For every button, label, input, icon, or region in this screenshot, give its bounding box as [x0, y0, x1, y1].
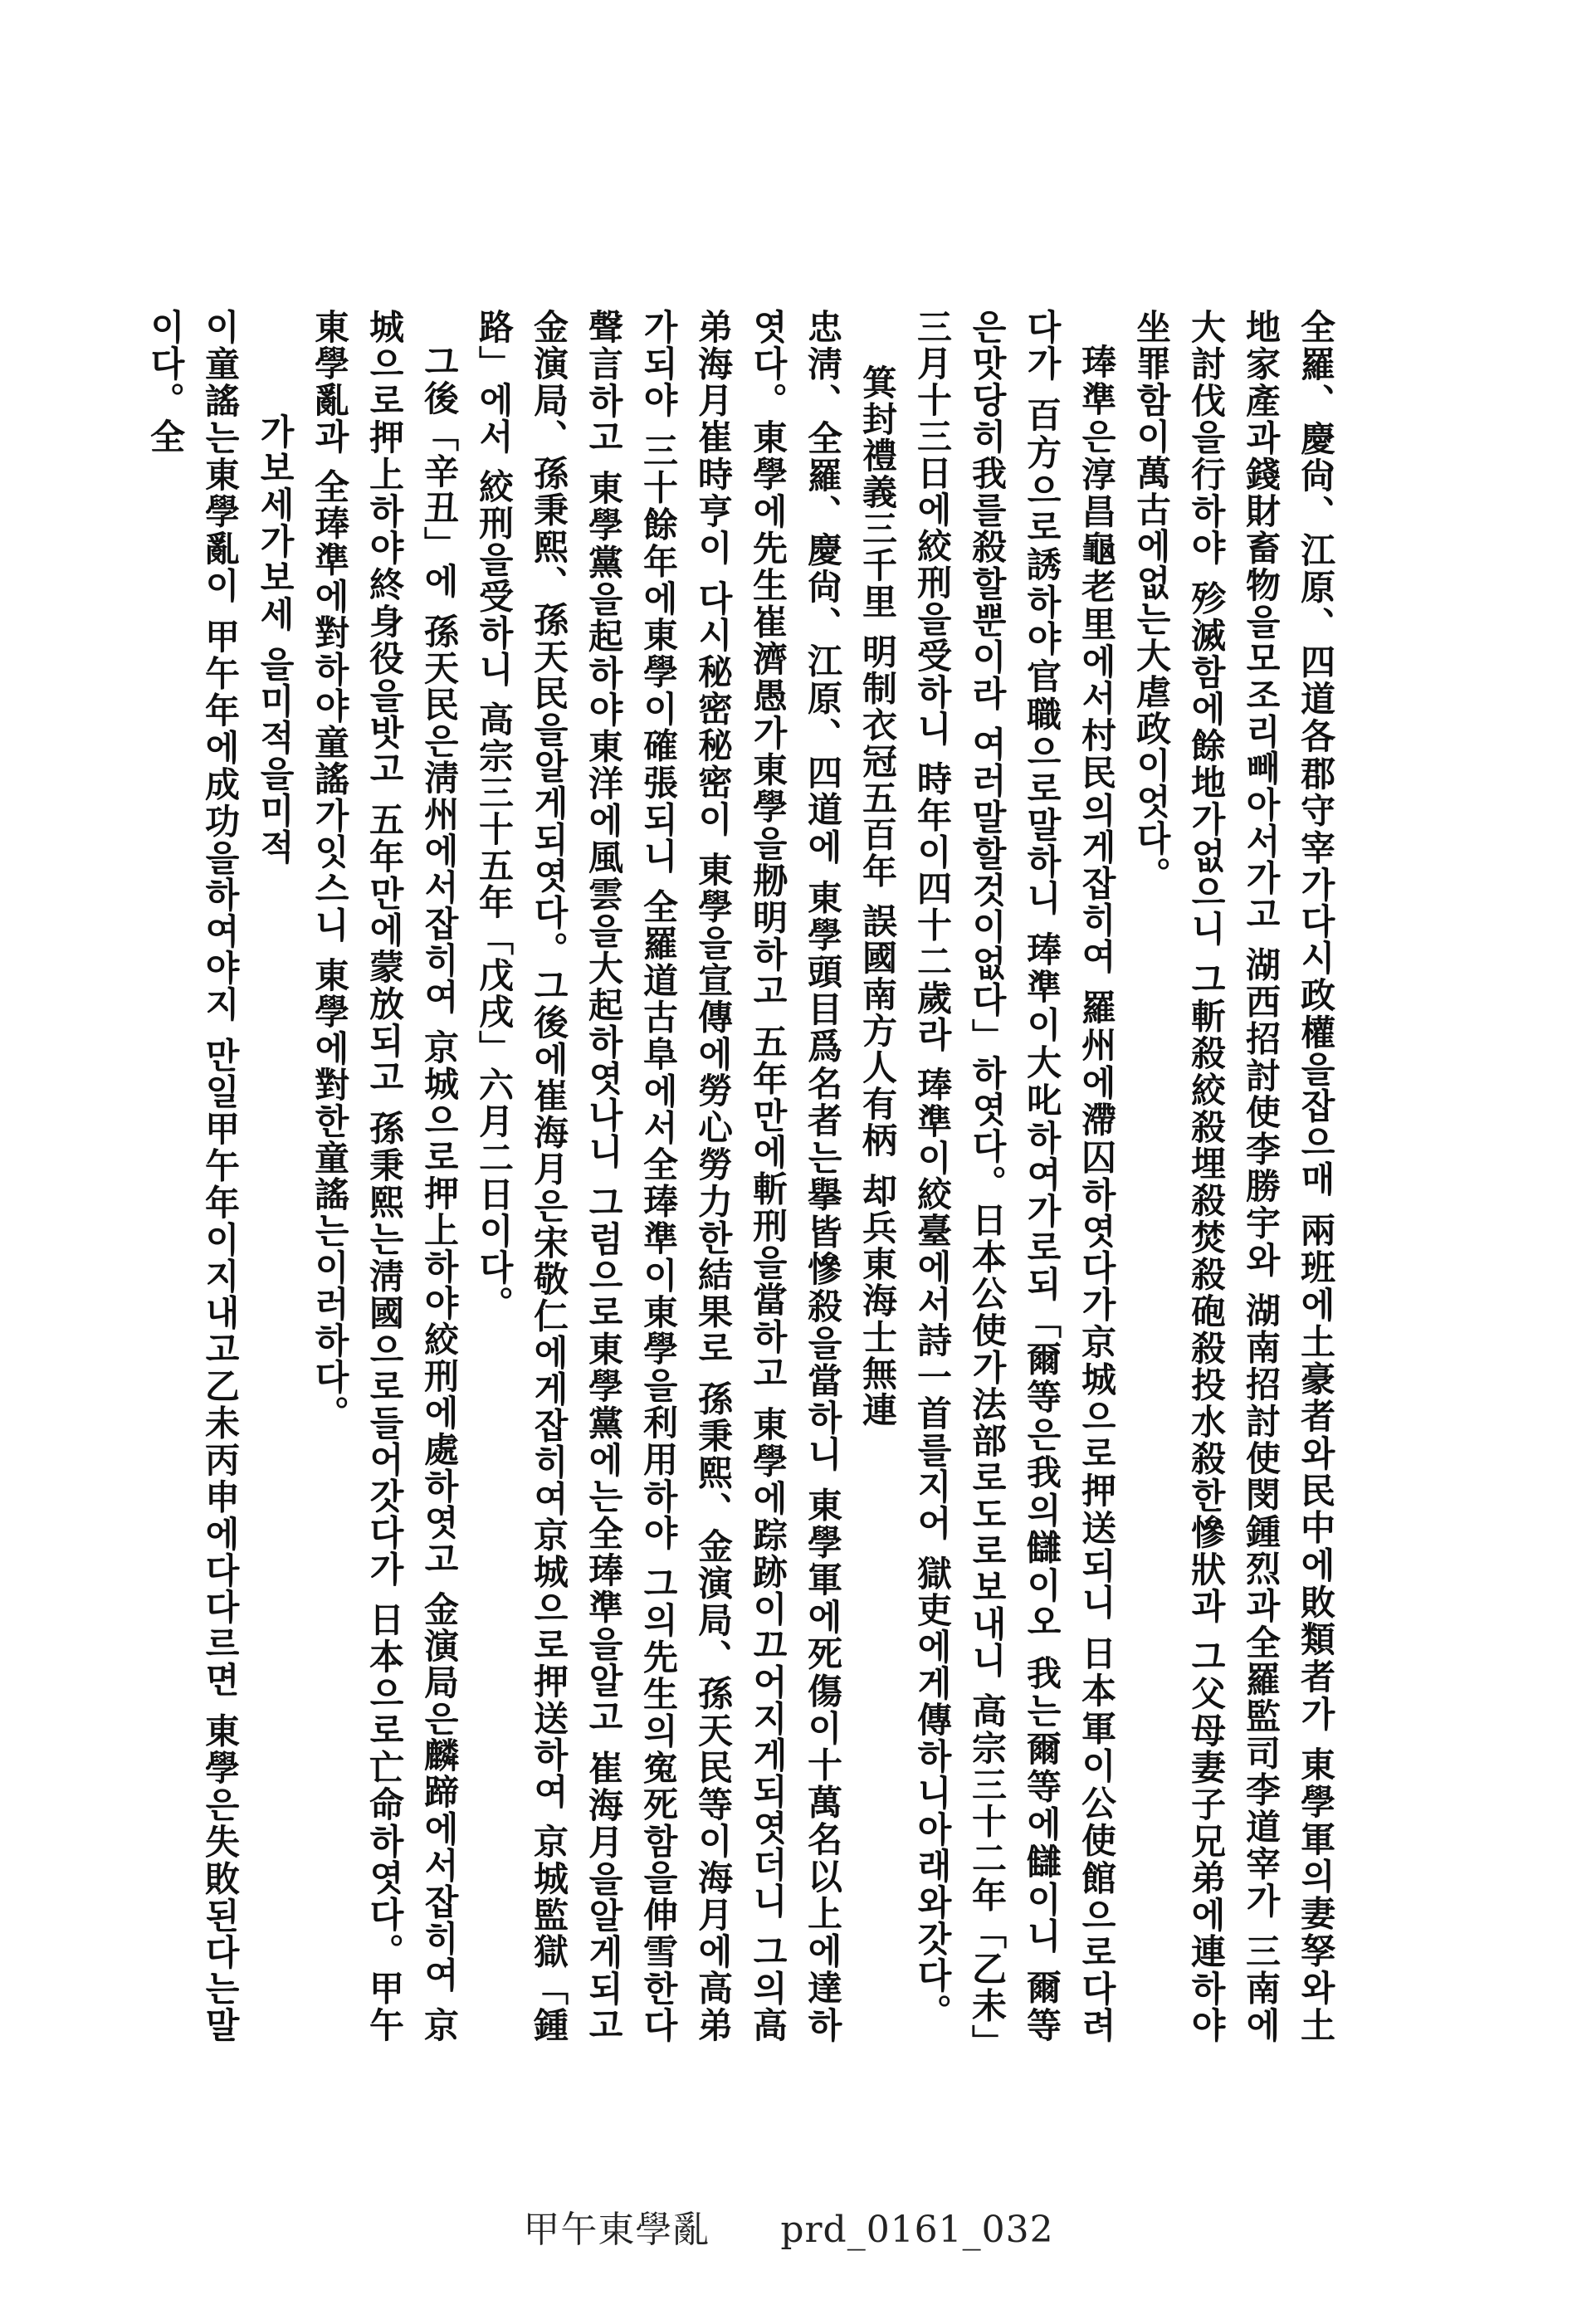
vertical-text-body: [145, 309, 1343, 2043]
paragraph-aftermath: 全羅、慶尙、江原、四道各郡守宰가다시政權을잡으매 兩班에土豪者와民中에敗類者가 東學軍의妻孥와土地家產과錢財畜物을모조리빼아서가고 湖西招討使李勝宇와 湖南招討使閔鍾烈과全羅監司李道宰가 三南에大討伐을行하야 殄滅함에餘地가없으니 그斬殺絞殺埋殺焚殺砲殺投水殺한慘狀과 그父母妻子兄弟에連하야 坐罪함이萬古에없는大虐政이엇다。: [1131, 309, 1336, 2043]
paragraph-closing: 이童謠는東學亂이 甲午年에成功을하여야지 만일甲午年이지내고乙未丙申에다다르면 東學은失敗된다는말이다。全: [145, 309, 241, 2043]
footer-code: prd_0161_032: [780, 2209, 1054, 2251]
page-footer: [0, 2200, 1577, 2253]
paragraph-history: 忠淸、全羅、慶尙、江原、四道에 東學頭目爲名者는擧皆慘殺을當하니 東學軍에死傷이十萬名以上에達하엿다。東學에先生崔濟愚가東學을刱明하고 五年만에斬刑을當하고 東學에踪跡이끄어지게되엿더니 그의高弟海月崔時亨이 다시秘密秘密이 東學을宣傳에勞心勞力한結果로 孫秉熙、金演局、孫天民等이海月에高弟가되야 三十餘年에東學이確張되니 全羅道古阜에서全琫準이東學을利用하야 그의先生의寃死함을伸雪한다聲言하고 東學黨을起하야東洋에風雲을大起하엿나니 그럼으로東學黨에는全琫準을알고 崔海月을알게되고 金演局、孫秉熙、孫天民을알게되엿다。그後에崔海月은宋敬仁에게잡히여京城으로押送하여 京城監獄「鍾路」에서 絞刑을受하니 高宗三十五年「戊戌」六月二日이다。: [474, 309, 843, 2043]
folk-song-line: 가보세가보세 을미적을미적: [255, 413, 295, 866]
footer-title: 甲午東學亂: [523, 2209, 710, 2251]
poem-line: 箕封禮義三千里 明制衣冠五百年 誤國南方人有柄 却兵東海士無連: [857, 364, 898, 1429]
paragraph-later-events: 그後「辛丑」에 孫天民은淸州에서잡히여 京城으로押上하야絞刑에處하엿고 金演局은麟蹄에서잡히여 京城으로押上하야終身役을밧고 五年만에蒙放되고 孫秉熙는淸國으로들어갓다가 日本으로亡命하엿다。甲午東學亂과 全琫準에對하야童謠가잇스니 東學에對한童謠는이러하다。: [310, 309, 460, 2043]
paragraph-execution: 琫準은淳昌龜老里에서村民의게잡히여 羅州에滯囚하엿다가京城으로押送되니 日本軍이公使館으로다려다가 百方으로誘하야官職으로말하니 琫準이大叱하여가로되「爾等은我의讎이오 我는爾等에讎이니 爾等은맛당히我를殺할뿐이라 여러말할것이없다」하엿다。日本公使가法部로도로보내니 高宗三十二年「乙未」三月十三日에絞刑을受하니 時年이四十二歲라 琫準이絞臺에서詩一首를지어 獄吏에게傳하니아래와갓다。: [912, 309, 1117, 2043]
